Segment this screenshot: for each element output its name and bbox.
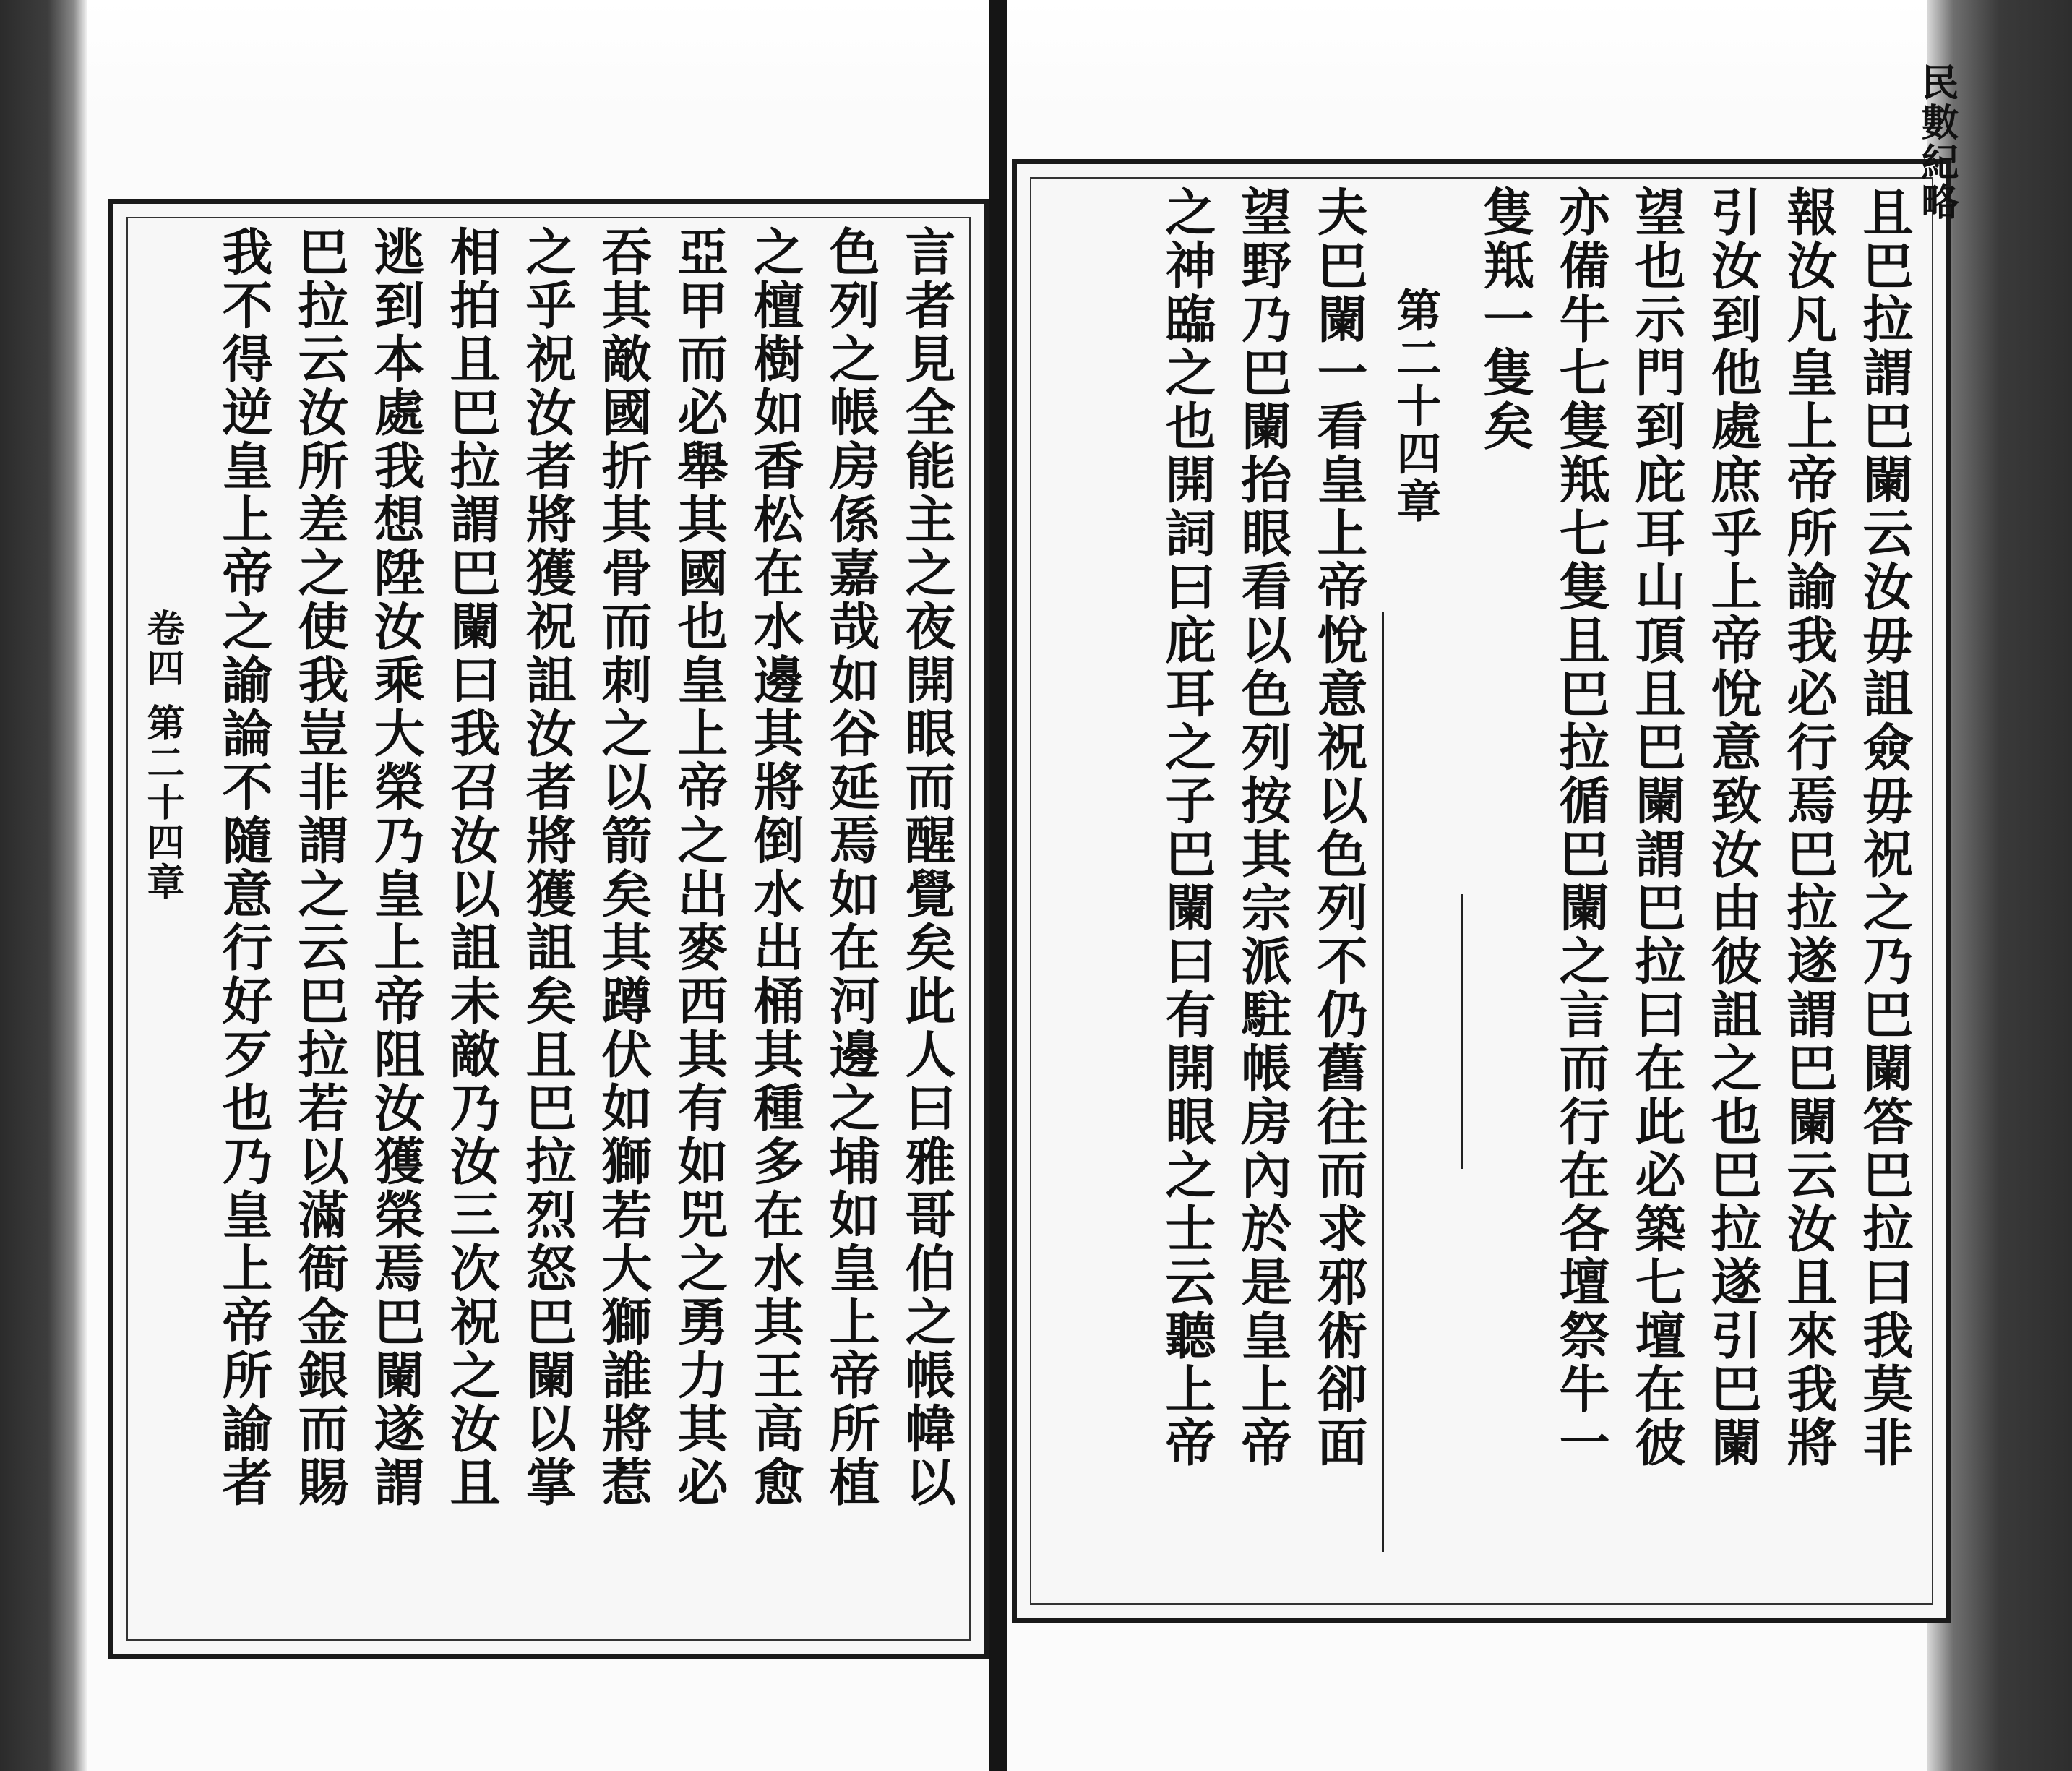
right-col-5: 亦備牛七隻羝七隻且巴拉循巴闌之言而行在各壇祭牛一 — [1551, 186, 1611, 1470]
left-col-2: 色列之帳房係嘉哉如谷延焉如在河邊之埔如皇上帝所植 — [821, 226, 881, 1509]
left-col-7: 相拍且巴拉謂巴闌曰我召汝以詛未敵乃汝三次祝之汝且 — [442, 226, 502, 1509]
chapter-heading: 第二十四章 — [1389, 287, 1442, 526]
left-binding-shadow — [0, 0, 87, 1771]
left-col-6: 之乎祝汝者將獲祝詛汝者將獲詛矣且巴拉烈怒巴闌以掌 — [517, 226, 577, 1509]
right-col-2: 報汝凡皇上帝所諭我必行焉巴拉遂謂巴闌云汝且來我將 — [1779, 186, 1839, 1470]
left-col-3: 之檀樹如香松在水邊其將倒水出桶其種多在水其王高愈 — [745, 226, 805, 1509]
left-col-9: 巴拉云汝所差之使我豈非謂之云巴拉若以滿衙金銀而賜 — [290, 226, 350, 1509]
right-col-8: 夫巴闌一看皇上帝悅意祝以色列不仍舊往而求邪術卻面 — [1309, 186, 1369, 1470]
book-gutter — [989, 0, 1007, 1771]
right-col-4: 望也示門到庇耳山頂且巴闌謂巴拉曰在此必築七壇在彼 — [1627, 186, 1687, 1470]
right-page-header: 民數紀略 — [1914, 63, 1959, 222]
left-col-4: 亞甲而必舉其國也皇上帝之出麥西其有如兕之勇力其必 — [669, 226, 729, 1509]
right-col-1: 且巴拉謂巴闌云汝毋詛僉毋祝之乃巴闌答巴拉曰我莫非 — [1854, 186, 1914, 1470]
left-page — [108, 199, 989, 1659]
section-divider — [1461, 894, 1463, 1169]
right-col-9: 望野乃巴闌抬眼看以色列按其宗派駐帳房內於是皇上帝 — [1233, 186, 1293, 1470]
left-col-1: 言者見全能主之夜開眼而醒覺矣此人曰雅哥伯之帳幃以 — [897, 226, 957, 1509]
left-page-footer: 卷四 第二十四章 — [140, 609, 184, 903]
right-col-3: 引汝到他處庶乎上帝悅意致汝由彼詛之也巴拉遂引巴闌 — [1703, 186, 1763, 1470]
left-col-8: 逃到本處我想陞汝乘大榮乃皇上帝阻汝獲榮焉巴闌遂謂 — [366, 226, 426, 1509]
right-page — [1012, 63, 1959, 1623]
right-col-10: 之神臨之也開詞曰庇耳之子巴闌曰有開眼之士云聽上帝 — [1157, 186, 1217, 1470]
chapter-divider — [1382, 612, 1384, 1552]
left-col-10: 我不得逆皇上帝之諭論不隨意行好歹也乃皇上帝所諭者 — [214, 226, 274, 1509]
right-col-6: 隻羝一隻矣 — [1475, 186, 1535, 453]
left-col-5: 吞其敵國折其骨而刺之以箭矣其蹲伏如獅若大獅誰將惹 — [593, 226, 653, 1509]
